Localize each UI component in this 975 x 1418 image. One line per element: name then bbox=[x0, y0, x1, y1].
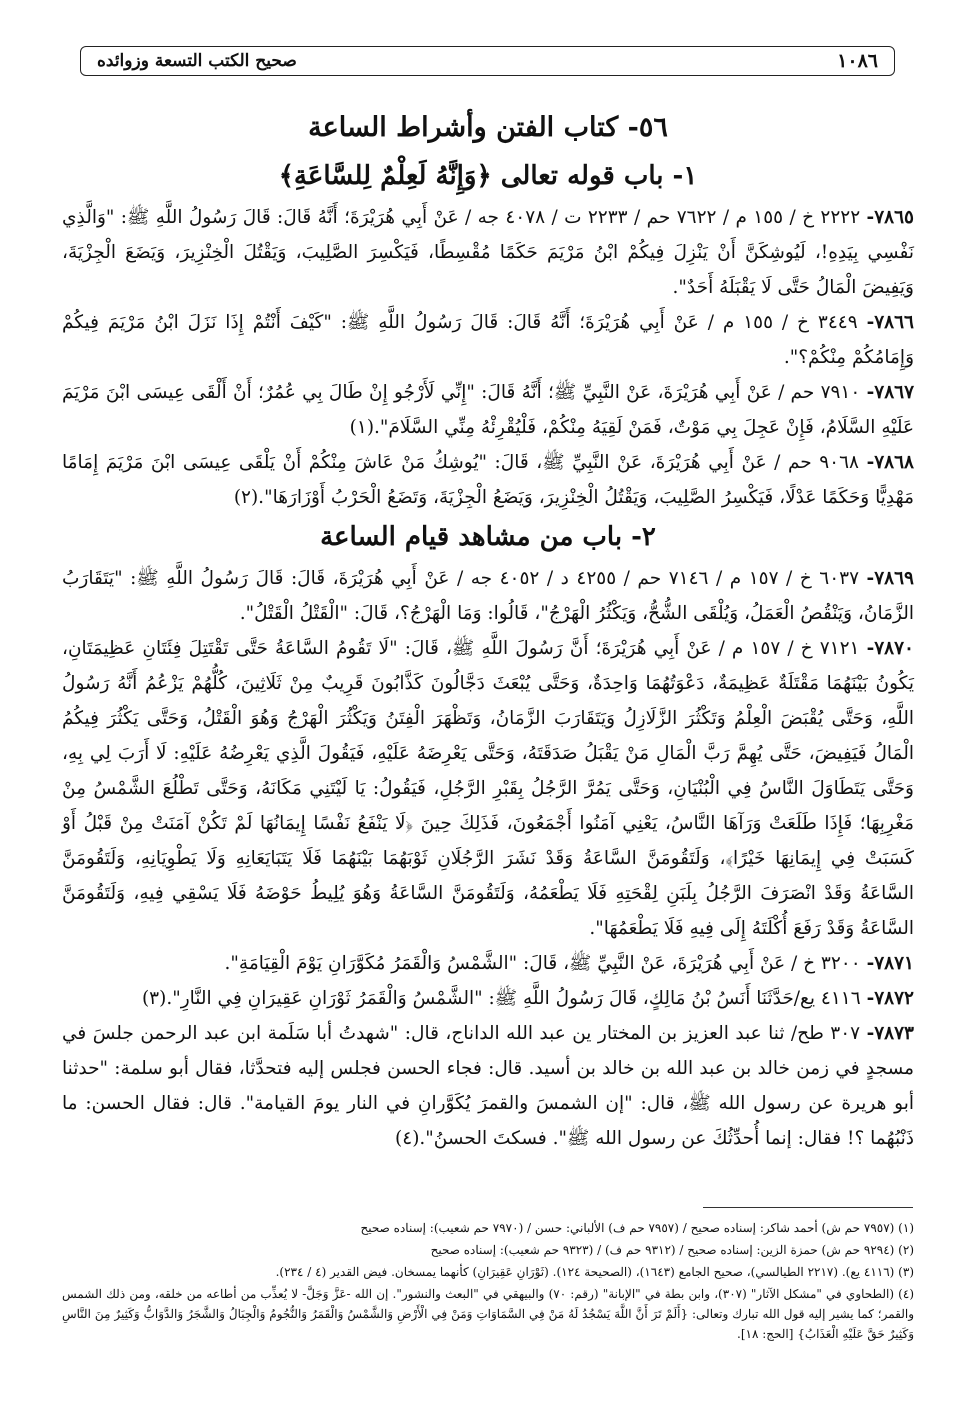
hadith-text: ٢٢٢٢ خ / ١٥٥ م / ٧٦٢٢ حم / ٢٢٣٣ ت / ٤٠٧٨ جه / عَنْ أَبِي هُرَيْرَةَ؛ أَنَّهُ قَالَ: قَالَ رَسُولُ اللَّهِ ﷺ: "وَالَّذِي نَفْسِي بِيَدِهِ!، لَيُوشِكَنَّ أَنْ يَنْزِلَ فِيكُمْ ابْنُ مَرْيَمَ حَكَمًا مُقْسِطًا، فَيَكْسِرَ الصَّلِيبَ، وَيَقْتُلَ الْخِنْزِيرَ، وَيَضَعَ الْجِزْيَةَ، وَيَفِيضَ الْمَالُ حَتَّى لَا يَقْبَلَهُ أَحَدٌ". bbox=[62, 207, 914, 298]
hadith-number: ٧٨٧٠- bbox=[866, 638, 914, 659]
hadith-number: ٧٨٦٨- bbox=[866, 452, 914, 473]
hadith-text: ٣٠٧ طح/ ثنا عبد العزيز بن المختار ين عبد الله الداناج، قال: "شهدتُ أبا سَلَمة ابن عبد الرحمن جلسَ في مسجدٍ في زمن خالد بن عبد الله بن خالد بن أسيد. قال: فجاء الحسن فجلس إليه فتحدَّثا، فقال أبو سلمة: "حدثنا أبو هريرة عن رسول الله ﷺ، قال: "إن الشمسَ والقمرَ يُكَوَّرانِ في النار يومَ القيامة". قال: فقال الحسن: ما ذَنْبُهُما ؟! فقال: إنما أُحدِّثُكَ عن رسول الله ﷺ". فسكتَ الحسنُ".(٤) bbox=[62, 1023, 914, 1149]
page-header bbox=[80, 46, 895, 76]
hadith-number: ٧٨٦٩- bbox=[866, 568, 914, 589]
book-title: صحيح الكتب التسعة وزوائده bbox=[97, 51, 297, 71]
hadith-text: ٧٩١٠ حم / عَنْ أَبِي هُرَيْرَةَ، عَنْ النَّبِيِّ ﷺ؛ أَنَّهُ قَالَ: "إِنِّي لَأَرْجُو إِنْ طَالَ بِي عُمُرٌ؛ أَنْ أَلْقَى عِيسَى ابْنَ مَرْيَمَ عَلَيْهِ السَّلَامُ، فَإِنْ عَجِلَ بِي مَوْتٌ، فَمَنْ لَقِيَهُ مِنْكُمْ، فَلْيُقْرِئْهُ مِنِّي السَّلَامَ".(١) bbox=[62, 382, 914, 438]
footnotes bbox=[62, 1218, 914, 1346]
hadith bbox=[62, 631, 914, 946]
page-number: ١٠٨٦ bbox=[837, 50, 878, 72]
hadith bbox=[62, 445, 914, 515]
footnote: (٣) (٤١١٦ يع). (٢٢١٧ الطيالسي)، صحيح الجامع (١٦٤٣)، (الصحيحة ١٢٤). (ثَوْرَانِ عَقِيرَانِ) كأنهما يمسخان. فيض القدير (٤ / ٢٣٤). bbox=[275, 1265, 914, 1279]
hadith bbox=[62, 305, 914, 375]
hadith-number: ٧٨٧١- bbox=[866, 953, 914, 974]
hadith-text: ٧١٢١ خ / ١٥٧ م / عَنْ أَبِي هُرَيْرَةَ؛ أَنَّ رَسُولَ اللَّهِ ﷺ، قَالَ: "لَا تَقُومُ السَّاعَةُ حَتَّى تَقْتَتِلَ فِئَتَانِ عَظِيمَتَانِ، يَكُونُ بَيْنَهُمَا مَقْتَلَةٌ عَظِيمَةٌ، دَعْوَتُهُمَا وَاحِدَةٌ، وَحَتَّى يُبْعَثَ دَجَّالُونَ كَذَّابُونَ قَرِيبٌ مِنْ ثَلَاثِينَ، كُلُّهُمْ يَزْعُمُ أَنَّهُ رَسُولُ اللَّهِ، وَحَتَّى يُقْبَضَ الْعِلْمُ وَتَكْثُرَ الزَّلَازِلُ وَيَتَقَارَبَ الزَّمَانُ، وَتَظْهَرَ الْفِتَنُ وَيَكْثُرَ الْهَرْجُ وَهُوَ الْقَتْلُ، وَحَتَّى يَكْثُرَ فِيكُمُ الْمَالُ فَيَفِيضَ، حَتَّى يُهِمَّ رَبَّ الْمَالِ مَنْ يَقْبَلُ صَدَقَتَهُ، وَحَتَّى يَعْرِضَهُ عَلَيْهِ، فَيَقُولَ الَّذِي يَعْرِضُهُ عَلَيْهِ: لَا أَرَبَ لِي بِهِ، وَحَتَّى يَتَطَاوَلَ النَّاسُ فِي الْبُنْيَانِ، وَحَتَّى يَمُرَّ الرَّجُلُ بِقَبْرِ الرَّجُلِ، فَيَقُولُ: يَا لَيْتَنِي مَكَانَهُ، وَحَتَّى تَطْلُعَ الشَّمْسُ مِنْ مَغْرِبِهَا؛ فَإِذَا طَلَعَتْ وَرَآهَا النَّاسُ، يَعْنِي آمَنُوا أَجْمَعُونَ، فَذَلِكَ حِينَ ﴿لَا يَنْفَعُ نَفْسًا إِيمَانُهَا لَمْ تَكُنْ آمَنَتْ مِنْ قَبْلُ أَوْ كَسَبَتْ فِي إِيمَانِهَا خَيْرًا﴾، وَلَتَقُومَنَّ السَّاعَةُ وَقَدْ نَشَرَ الرَّجُلَانِ ثَوْبَهُمَا بَيْنَهُمَا فَلَا يَتَبَايَعَانِهِ وَلَا يَطْوِيَانِهِ، وَلَتَقُومَنَّ السَّاعَةُ وَقَدْ انْصَرَفَ الرَّجُلُ بِلَبَنِ لِقْحَتِهِ فَلَا يَطْعَمُهُ، وَلَتَقُومَنَّ السَّاعَةُ وَهُوَ يُلِيطُ حَوْضَهُ فَلَا يَسْقِي فِيهِ، وَلَتَقُومَنَّ السَّاعَةُ وَقَدْ رَفَعَ أُكْلَتَهُ إِلَى فِيهِ فَلَا يَطْعَمُهَا". bbox=[62, 638, 914, 939]
hadith bbox=[62, 200, 914, 305]
kitab-title: ٥٦- كتاب الفتن وأشراط الساعة bbox=[308, 112, 668, 143]
bab-title: ٢- باب من مشاهد قيام الساعة bbox=[320, 522, 656, 552]
hadith bbox=[62, 375, 914, 445]
footnote: (٤) (الطحاوي في "مشكل الآثار" (٣٠٧)، وابن بطة في "الإبانة" (رقم: ٧٠) والبيهقي في "البعث والنشور". إن الله -عَزَّ وَجَلَّ- لا يُعذِّب من أطاعه من خلقه، ومن ذلك الشمس والقمر؛ كما يشير إليه قول الله تبارك وتعالى: {أَلَمْ تَرَ أَنَّ اللَّهَ يَسْجُدُ لَهُ مَنْ فِي السَّمَاوَاتِ وَمَنْ فِي الْأَرْضِ وَالشَّمْسُ وَالْقَمَرُ وَالنُّجُومُ وَالْجِبَالُ وَالشَّجَرُ وَالدَّوَابُّ وَكَثِيرٌ مِنَ النَّاسِ وَكَثِيرٌ حَقَّ عَلَيْهِ الْعَذَابُ} [الحج: ١٨]. bbox=[62, 1287, 915, 1341]
footnote: (٢) (٩٢٩٤ حم ش) حمزة الزين: إسناده صحيح / (٩٣١٢ حم ف) / (٩٣٢٣ حم شعيب): إسناده صحيح bbox=[430, 1243, 914, 1257]
hadith bbox=[62, 561, 914, 631]
footnote-divider bbox=[703, 1207, 913, 1208]
hadith-number: ٧٨٧٢- bbox=[866, 988, 914, 1009]
main-content bbox=[62, 108, 914, 1156]
hadith-number: ٧٨٧٣- bbox=[866, 1023, 914, 1044]
hadith-number: ٧٨٦٦- bbox=[866, 312, 914, 333]
hadith-number: ٧٨٦٧- bbox=[866, 382, 915, 403]
hadith-text: ٩٠٦٨ حم / عَنْ أَبِي هُرَيْرَةَ، عَنْ النَّبِيِّ ﷺ، قَالَ: "يُوشِكُ مَنْ عَاشَ مِنْكُمْ أَنْ يَلْقَى عِيسَى ابْنَ مَرْيَمَ إِمَامًا مَهْدِيًّا وَحَكَمًا عَدْلًا، فَيَكْسِرُ الصَّلِيبَ، وَيَقْتُلُ الْخِنْزِيرَ، وَيَضَعُ الْجِزْيَةَ، وَتَضَعُ الْحَرْبُ أَوْزَارَهَا".(٢) bbox=[62, 452, 914, 508]
bab-section bbox=[62, 156, 914, 515]
hadith-text: ٤١١٦ يع/حَدَّثَنَا أَنَسُ بْنُ مَالِكٍ، قَالَ رَسُولُ اللَّهِ ﷺ: "الشَّمْسُ وَالْقَمَرُ ثَوْرَانِ عَقِيرَانِ فِي النَّارِ".(٣) bbox=[141, 988, 861, 1009]
bab-section bbox=[62, 517, 914, 1156]
bab-title: ١- باب قوله تعالى ﴿وَإِنَّهُ لَعِلْمٌ لِلسَّاعَةِ﴾ bbox=[278, 161, 698, 191]
hadith bbox=[62, 1016, 914, 1156]
hadith bbox=[62, 946, 914, 981]
hadith-text: ٣٢٠٠ خ / عَنْ أَبِي هُرَيْرَةَ، عَنْ النَّبِيِّ ﷺ، قَالَ: "الشَّمْسُ وَالْقَمَرُ مُكَوَّرَانِ يَوْمَ الْقِيَامَةِ". bbox=[224, 953, 861, 974]
hadith-text: ٣٤٤٩ خ / ١٥٥ م / عَنْ أَبِي هُرَيْرَةَ؛ أَنَّهُ قَالَ: قَالَ رَسُولُ اللَّهِ ﷺ: "كَيْفَ أَنْتُمْ إِذَا نَزَلَ ابْنُ مَرْيَمَ فِيكُمْ وَإِمَامُكُمْ مِنْكُمْ؟". bbox=[62, 312, 914, 368]
hadith-number: ٧٨٦٥- bbox=[866, 207, 914, 228]
footnote: (١) (٧٩٥٧ حم ش) أحمد شاكر: إسناده صحيح / (٧٩٥٧ حم ف) الألباني: حسن / (٧٩٧٠ حم شعيب): إسناده صحيح bbox=[360, 1221, 914, 1235]
hadith-text: ٦٠٣٧ خ / ١٥٧ م / ٧١٤٦ حم / ٤٢٥٥ د / ٤٠٥٢ جه / عَنْ أَبِي هُرَيْرَةَ، قَالَ: قَالَ رَسُولُ اللَّهِ ﷺ: "يَتَقَارَبُ الزَّمَانُ، وَيَنْقُصُ الْعَمَلُ، وَيُلْقَى الشُّحُّ، وَيَكْثُرُ الْهَرْجُ"، قَالُوا: وَمَا الْهَرْجُ؟، قَالَ: "الْقَتْلُ الْقَتْلُ". bbox=[62, 568, 914, 624]
hadith bbox=[62, 981, 914, 1016]
